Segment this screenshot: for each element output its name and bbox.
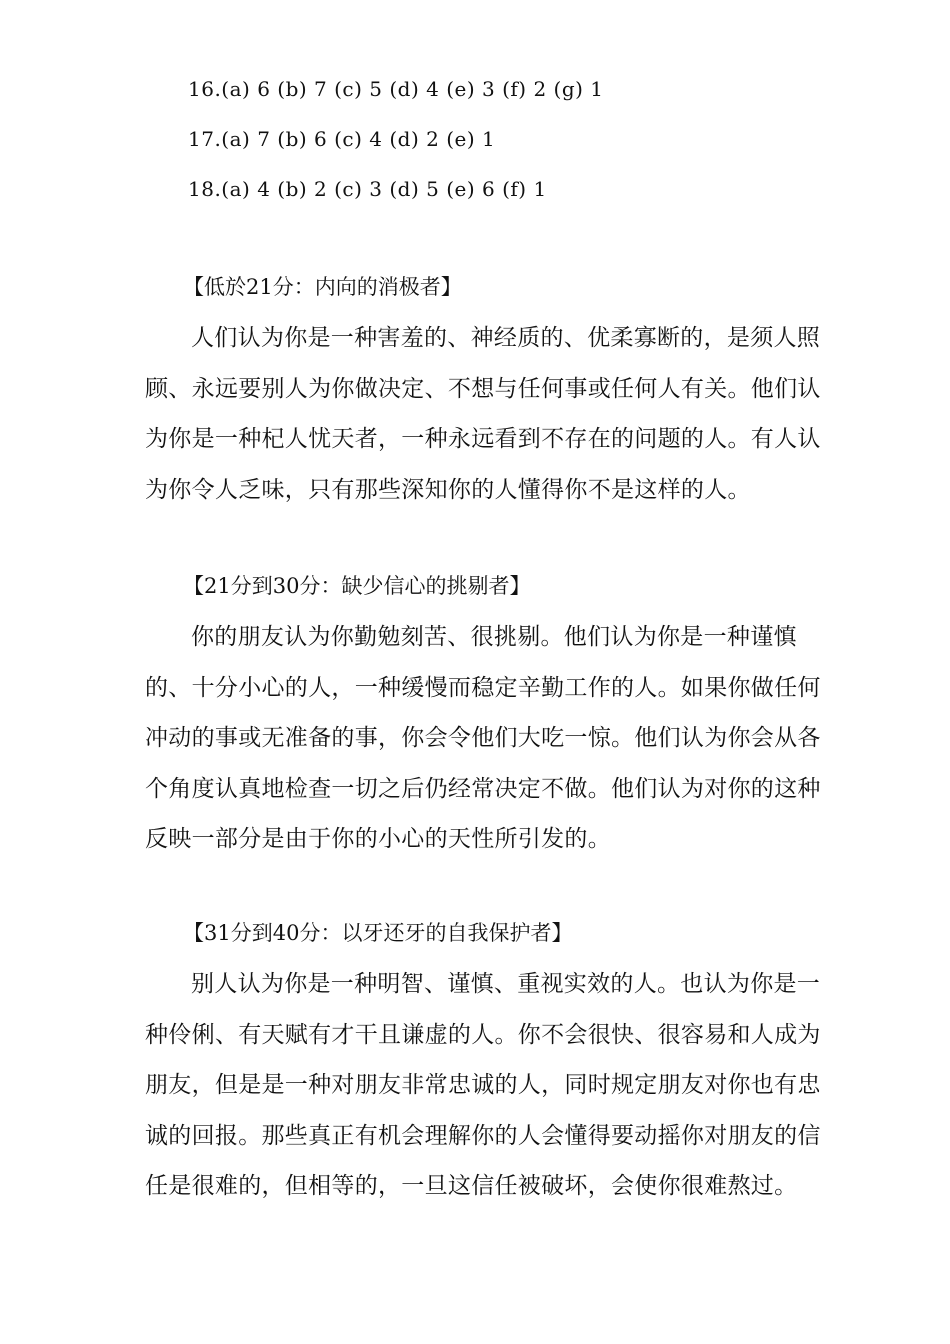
section-body-31-40: 别人认为你是一种明智、谨慎、重视实效的人。也认为你是一种伶俐、有天赋有才干且谦虚的人。你不会很快、很容易和人成为朋友，但是是一种对朋友非常忠诚的人，同时规定朋友对你也有忠诚的回报。那些真正有机会理解你的人会懂得要动摇你对朋友的信任是很难的，但相等的，一旦这信任被破坏，会使你很难熬过。	[145, 971, 821, 1199]
answer-line-16: 16.(a) 6 (b) 7 (c) 5 (d) 4 (e) 3 (f) 2 (g) 1	[188, 77, 604, 101]
answer-line-18: 18.(a) 4 (b) 2 (c) 3 (d) 5 (e) 6 (f) 1	[188, 177, 547, 201]
section-body-21-30: 你的朋友认为你勤勉刻苦、很挑剔。他们认为你是一种谨慎的、十分小心的人，一种缓慢而稳定辛勤工作的人。如果你做任何冲动的事或无准备的事，你会令他们大吃一惊。他们认为你会从各个角度认真地检查一切之后仍经常决定不做。他们认为对你的这种反映一部分是由于你的小心的天性所引发的。	[145, 624, 821, 852]
answer-line-17: 17.(a) 7 (b) 6 (c) 4 (d) 2 (e) 1	[188, 127, 496, 151]
section-body-below-21: 人们认为你是一种害羞的、神经质的、优柔寡断的，是须人照顾、永远要别人为你做决定、不想与任何事或任何人有关。他们认为你是一种杞人忧天者，一种永远看到不存在的问题的人。有人认为你令人乏味，只有那些深知你的人懂得你不是这样的人。	[145, 325, 821, 503]
section-heading-31-40: 【31分到40分：以牙还牙的自我保护者】	[183, 921, 573, 945]
section-heading-21-30: 【21分到30分：缺少信心的挑剔者】	[183, 574, 531, 598]
section-heading-below-21: 【低於21分：内向的消极者】	[183, 275, 462, 299]
